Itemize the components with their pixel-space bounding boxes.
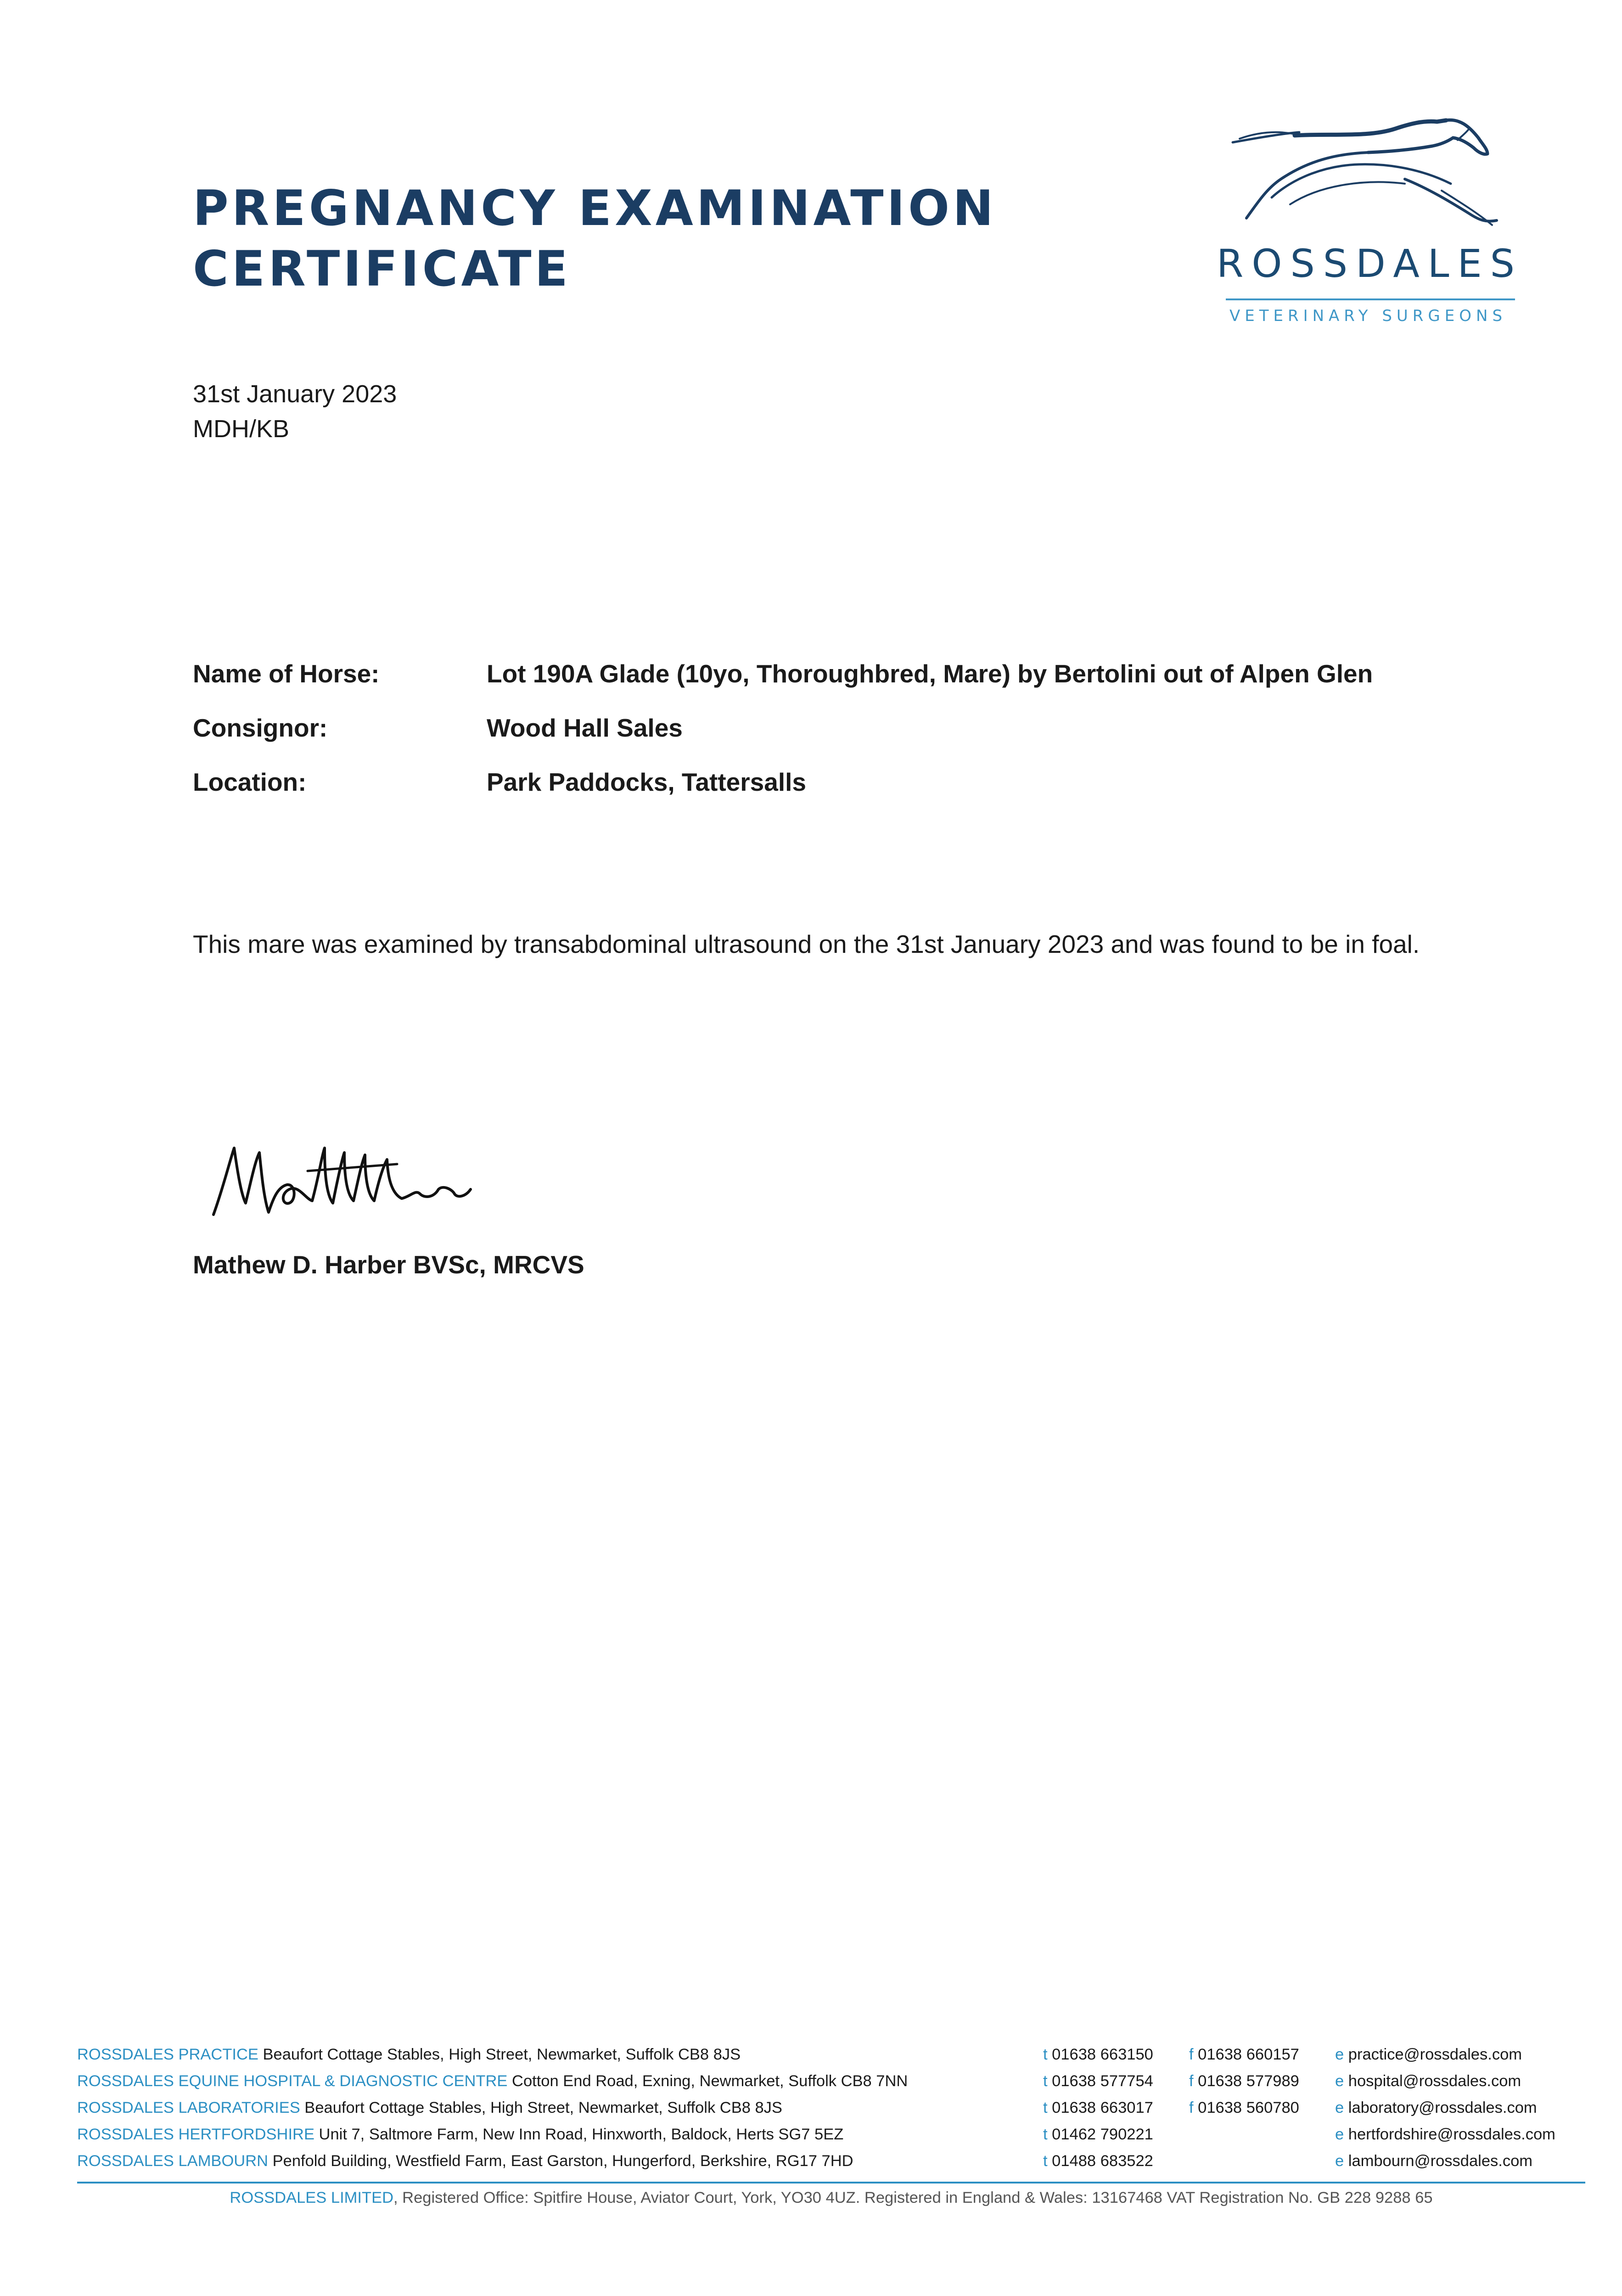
rossdales-logo <box>1217 110 1523 335</box>
registered-office-line <box>77 2189 1585 2207</box>
tel-label: t <box>1043 2126 1048 2143</box>
title-line-1: PREGNANCY EXAMINATION <box>193 180 997 236</box>
email-label: e <box>1335 2046 1344 2063</box>
office-email: laboratory@rossdales.com <box>1344 2099 1537 2116</box>
footer <box>77 2046 1585 2206</box>
fax-label: f <box>1189 2072 1194 2090</box>
detail-label: Name of Horse: <box>193 659 380 688</box>
office-fax: 01638 660157 <box>1193 2046 1299 2063</box>
logo-divider <box>1226 298 1515 300</box>
fax-label: f <box>1189 2046 1194 2063</box>
fax-label: f <box>1189 2099 1194 2116</box>
office-email: practice@rossdales.com <box>1344 2046 1522 2063</box>
office-telephone: 01638 663017 <box>1047 2099 1153 2116</box>
title-line-2: CERTIFICATE <box>193 241 571 297</box>
tel-label: t <box>1043 2099 1048 2116</box>
office-email: hertfordshire@rossdales.com <box>1344 2126 1555 2143</box>
letter-meta <box>193 377 397 446</box>
office-address: Beaufort Cottage Stables, High Street, Newmarket, Suffolk CB8 8JS <box>300 2099 782 2116</box>
signer-name: Mathew D. Harber BVSc, MRCVS <box>193 1250 584 1279</box>
office-telephone: 01488 683522 <box>1047 2152 1153 2170</box>
footer-office-row <box>77 2046 1585 2072</box>
detail-value: Wood Hall Sales <box>487 714 683 742</box>
email-label: e <box>1335 2099 1344 2116</box>
footer-office-row <box>77 2152 1585 2179</box>
office-address: Penfold Building, Westfield Farm, East Garston, Hungerford, Berkshire, RG17 7HD <box>268 2152 853 2170</box>
examination-statement: This mare was examined by transabdominal ultrasound on the 31st January 2023 and was found to be in foal. <box>193 930 1420 958</box>
office-name: ROSSDALES HERTFORDSHIRE <box>77 2126 314 2143</box>
office-telephone: 01638 577754 <box>1047 2072 1153 2090</box>
email-label: e <box>1335 2152 1344 2170</box>
logo-wordmark: ROSSDALES <box>1217 241 1523 286</box>
detail-value: Park Paddocks, Tattersalls <box>487 768 806 796</box>
tel-label: t <box>1043 2152 1048 2170</box>
horse-logo-icon <box>1230 110 1506 243</box>
office-fax: 01638 560780 <box>1193 2099 1299 2116</box>
office-telephone: 01462 790221 <box>1047 2126 1153 2143</box>
office-address: Cotton End Road, Exning, Newmarket, Suffolk CB8 7NN <box>507 2072 908 2090</box>
detail-value: Lot 190A Glade (10yo, Thoroughbred, Mare) by Bertolini out of Alpen Glen <box>487 659 1373 688</box>
tel-label: t <box>1043 2072 1048 2090</box>
handwritten-signature <box>204 1120 480 1240</box>
office-name: ROSSDALES LAMBOURN <box>77 2152 269 2170</box>
footer-office-row <box>77 2126 1585 2152</box>
email-label: e <box>1335 2126 1344 2143</box>
office-address: Unit 7, Saltmore Farm, New Inn Road, Hinxworth, Baldock, Herts SG7 5EZ <box>314 2126 844 2143</box>
signature-image <box>204 1120 480 1240</box>
detail-label: Location: <box>193 768 307 796</box>
footer-office-row <box>77 2072 1585 2099</box>
office-name: ROSSDALES PRACTICE <box>77 2046 258 2063</box>
footer-office-row <box>77 2099 1585 2126</box>
office-email: hospital@rossdales.com <box>1344 2072 1521 2090</box>
office-name: ROSSDALES LABORATORIES <box>77 2099 300 2116</box>
letter-date: 31st January 2023 <box>193 380 397 408</box>
document-title <box>193 178 997 299</box>
company-name: ROSSDALES LIMITED <box>230 2189 393 2206</box>
office-fax: 01638 577989 <box>1193 2072 1299 2090</box>
logo-tagline: VETERINARY SURGEONS <box>1229 307 1507 325</box>
office-name: ROSSDALES EQUINE HOSPITAL & DIAGNOSTIC CENTRE <box>77 2072 508 2090</box>
email-label: e <box>1335 2072 1344 2090</box>
footer-divider <box>77 2182 1585 2183</box>
registered-office-text: , Registered Office: Spitfire House, Aviator Court, York, YO30 4UZ. Registered in England & Wales: 13167468 VAT Registration No. GB 228 9288 65 <box>393 2189 1433 2206</box>
office-email: lambourn@rossdales.com <box>1344 2152 1533 2170</box>
office-telephone: 01638 663150 <box>1047 2046 1153 2063</box>
tel-label: t <box>1043 2046 1048 2063</box>
detail-label: Consignor: <box>193 714 328 742</box>
letter-reference: MDH/KB <box>193 415 290 443</box>
office-address: Beaufort Cottage Stables, High Street, Newmarket, Suffolk CB8 8JS <box>258 2046 741 2063</box>
